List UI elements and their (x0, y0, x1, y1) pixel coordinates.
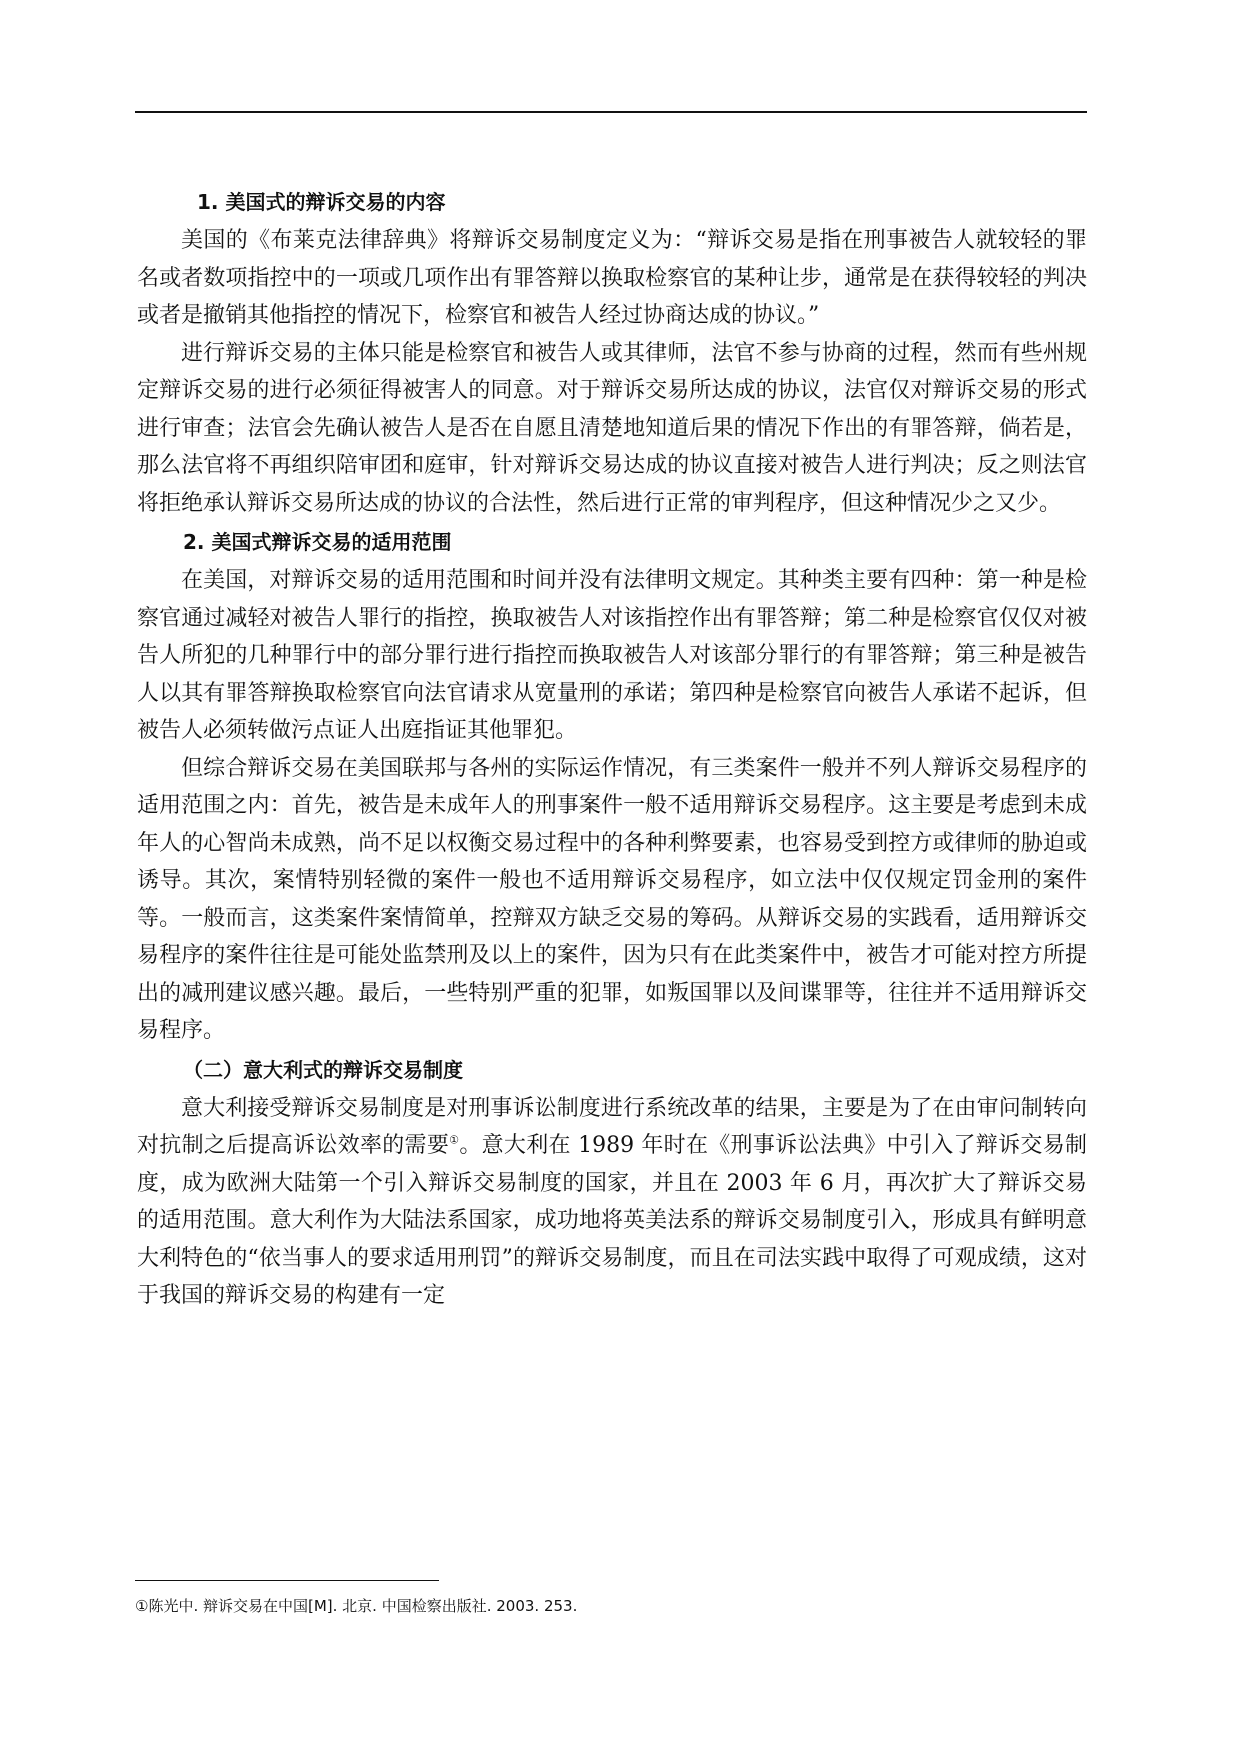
footnote-rule (135, 1580, 439, 1581)
paragraph-four-types: 在美国，对辩诉交易的适用范围和时间并没有法律明文规定。其种类主要有四种：第一种是检察官通过减轻对被告人罪行的指控，换取被告人对该指控作出有罪答辩；第二种是检察官仅仅对被告人所犯的几种罪行中的部分罪行进行指控而换取被告人对该部分罪行的有罪答辩；第三种是被告人以其有罪答辩换取检察官向法官请求从宽量刑的承诺；第四种是检察官向被告人承诺不起诉，但被告人必须转做污点证人出庭指证其他罪犯。 (137, 568, 1087, 743)
paragraph-plea-subjects: 进行辩诉交易的主体只能是检察官和被告人或其律师，法官不参与协商的过程，然而有些州规定辩诉交易的进行必须征得被害人的同意。对于辩诉交易所达成的协议，法官仅对辩诉交易的形式进行审查；法官会先确认被告人是否在自愿且清楚地知道后果的情况下作出的有罪答辩，倘若是，那么法官将不再组织陪审团和庭审，针对辩诉交易达成的协议直接对被告人进行判决；反之则法官将拒绝承认辩诉交易所达成的协议的合法性，然后进行正常的审判程序，但这种情况少之又少。 (137, 340, 1087, 516)
paragraph-italian-reform-part1: 意大利接受辩诉交易制度是对刑事诉讼制度进行系统改革的结果，主要是为了在由审问制转向对抗制之后提高诉讼效率的需要 (137, 1095, 1087, 1158)
paragraph-italian-reform (137, 1090, 1087, 1315)
section-heading-us-plea-content: 1. 美国式的辩诉交易的内容 (197, 190, 446, 214)
footnote-reference-mark[interactable]: ① (449, 1133, 460, 1147)
paragraph-black-law-definition: 美国的《布莱克法律辞典》将辩诉交易制度定义为：“辩诉交易是指在刑事被告人就较轻的罪名或者数项指控中的一项或几项作出有罪答辩以换取检察官的某种让步，通常是在获得较轻的判决或者是撤销其他指控的情况下，检察官和被告人经过协商达成的协议。” (137, 228, 1087, 328)
header-rule (135, 111, 1087, 113)
paragraph-excluded-cases: 但综合辩诉交易在美国联邦与各州的实际运作情况，有三类案件一般并不列人辩诉交易程序的适用范围之内：首先，被告是未成年人的刑事案件一般不适用辩诉交易程序。这主要是考虑到未成年人的心智尚未成熟，尚不足以权衡交易过程中的各种利弊要素，也容易受到控方或律师的胁迫或诱导。其次，案情特别轻微的案件一般也不适用辩诉交易程序，如立法中仅仅规定罚金刑的案件等。一般而言，这类案件案情简单，控辩双方缺乏交易的筹码。从辩诉交易的实践看，适用辩诉交易程序的案件往往是可能处监禁刑及以上的案件，因为只有在此类案件中，被告才可能对控方所提出的减刑建议感兴趣。最后，一些特别严重的犯罪，如叛国罪以及间谍罪等，往往并不适用辩诉交易程序。 (137, 755, 1087, 1043)
footnote-text: ①陈光中. 辩诉交易在中国[M]. 北京. 中国检察出版社. 2003. 253. (135, 1597, 578, 1615)
section-heading-us-plea-scope: 2. 美国式辩诉交易的适用范围 (183, 530, 452, 554)
section-heading-italian-plea: （二）意大利式的辩诉交易制度 (183, 1057, 463, 1082)
paragraph-italian-reform-part2: 。意大利在 1989 年时在《刑事诉讼法典》中引入了辩诉交易制度，成为欧洲大陆第一个引入辩诉交易制度的国家，并且在 2003 年 6 月，再次扩大了辩诉交易的适用范围。意大利作为大陆法系国家，成功地将英美法系的辩诉交易制度引入，形成具有鲜明意大利特色的“依当事人的要求适用刑罚”的辩诉交易制度，而且在司法实践中取得了可观成绩，这对于我国的辩诉交易的构建有一定 (137, 1133, 1087, 1308)
document-body (137, 182, 1087, 1315)
